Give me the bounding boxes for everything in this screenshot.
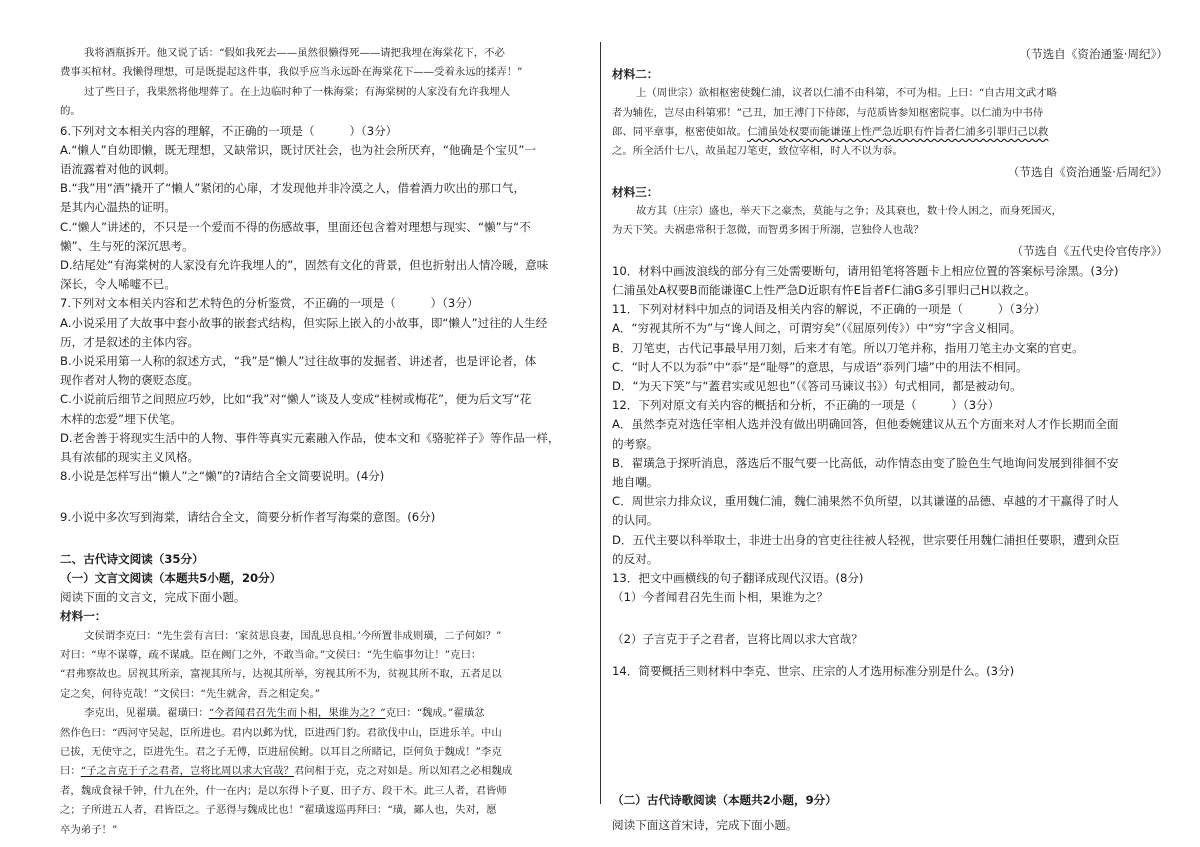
classical-line: 上（周世宗）欲相枢密使魏仁浦，议者以仁浦不由科第，不可为相。上曰：“自古用文武才略 [636,87,1057,100]
subsection-heading: （一）文言文阅读（本题共5小题，20分） [60,570,282,585]
classical-line [612,123,1168,142]
option-d-cont: 的反对。 [612,551,659,566]
classical-line: “君弗察故也。居视其所亲，富视其所与，达视其所举，穷视其所不为，贫视其所不取，五者足以 [60,668,502,681]
question-8: 8.小说是怎样写出“懒人”之“懒”的?请结合全文简要说明。(4分) [60,469,385,484]
material-1-text [60,627,588,840]
material-2-label: 材料二： [612,67,659,81]
option-b: B．刀笔吏，古代记事最早用刀刻，后来才有笔。所以刀笔并称，指用刀笔主办文案的官吏。 [612,340,1084,355]
underlined-sentence-1: “今者闻君召先生而卜相，果谁为之？” [208,707,386,720]
option-d: D．五代主要以科举取士，非进士出身的官吏往往被人轻视，世宗要任用魏仁浦担任要职，遭到众臣 [612,532,1120,547]
option-d-cont: 具有浓郁的现实主义风格。 [60,450,200,465]
classical-text: 李克出，见翟璜。翟璜曰： [84,707,209,720]
sentence-break-options: 仁浦虽处A权要B而能谦谨C上性严急D近职有忤E旨者F仁浦G多引罪归己H以救之。 [612,283,1037,298]
classical-line: 者为辅佐，岂尽由科第邪！”己丑，加王溥门下侍郎，与范质皆参知枢密院事。以仁浦为中书侍 [612,106,1044,119]
option-b-cont: 是其内心温热的证明。 [60,200,176,215]
source-note: （节选自《五代史伶官传序》） [1011,243,1168,258]
question-13-part-2: （2）子言克于子之君者，岂将比周以求大官哉？ [612,631,863,646]
source-note: （节选自《资治通鉴·周纪》） [1019,47,1168,61]
reading-instruction: 阅读下面的文言文，完成下面小题。 [60,590,246,605]
question-13: 13．把文中画横线的句子翻译成现代汉语。(8分) [612,571,864,586]
option-a: A．虽然李克对选任宰相人选并没有做出明确回答，但他委婉建议从五个方面来对人才作长期而全面 [612,417,1119,432]
option-d: D.结尾处“有海棠树的人家没有允许我埋人的”，固然有文化的背景，但也折射出人情冷暖，意味 [60,258,549,273]
option-d: D．“为天下笑”与“蓋君实或见恕也”（《答司马谏议书》）句式相同，都是被动句。 [612,379,1022,394]
option-b-cont: 地自嘲。 [612,475,659,490]
material-3-text [612,202,1168,241]
classical-line: 然作色曰：“西河守吴起，臣所进也。君内以邺为忧，臣进西门豹。君欲伐中山，臣进乐羊。中山 [60,726,502,739]
option-c: C.小说前后细节之间照应巧妙，比如“我”对“懒人”谈及人变成“桂树或梅花”，便为后文写“花 [60,392,532,407]
classical-line: 故方其（庄宗）盛也，举天下之豪杰，莫能与之争；及其衰也，数十伶人困之，而身死国灭， [636,205,1063,218]
passage-line: 费事买棺材。我懒得理想，可是既提起这件事，我似乎应当永远卧在海棠花下——受着永远的揉弄！” [60,66,523,79]
question-stem: 7.下列对文本相关内容和艺术特色的分析鉴赏，不正确的一项是（ ）（3分） [60,296,479,311]
classical-line: 已拔，无使守之，臣进先生。君之子无傅，臣进屈侯鲋。以耳目之所睹记，臣何负于魏成！”李克 [60,745,502,758]
option-b: B.小说采用第一人称的叙述方式，“我”是“懒人”过往故事的发掘者、讲述者，也是评论者，体 [60,354,537,369]
classical-text: 郎、同平章事，枢密使如故。 [612,126,748,139]
option-a: A.小说采用了大故事中套小故事的嵌套式结构，但实际上嵌入的小故事，即“懒人”过往的人生经 [60,315,548,330]
question-stem: 6.下列对文本相关内容的理解，不正确的一项是（ ）（3分） [60,123,398,138]
classical-text: 曰： [60,765,81,778]
classical-line [60,704,588,723]
classical-line: 之；子所进五人者，君皆臣之。子恶得与魏成比也！”翟璜逡巡再拜曰：“璜，鄙人也，失对，愿 [60,804,497,817]
material-3-label: 材料三： [612,184,659,199]
option-c-cont: 木样的恋爱”埋下伏笔。 [60,411,182,426]
option-b-cont: 现作者对人物的褒贬态度。 [60,373,200,388]
passage-line: 过了些日子，我果然将他埋葬了。在上边临时种了一株海棠；有海棠树的人家没有允许我埋人 [84,85,511,98]
passage-line: 的。 [60,105,81,118]
passage-line: 我将酒瓶拆开。他又说了话：“假如我死去——虽然很懒得死——请把我埋在海棠花下，不必 [84,47,505,59]
classical-text: 君问相于克，克之对如是。所以知君之必相魏成 [293,765,513,778]
material-2-text [612,84,1168,162]
option-a-cont: 历，才是叙述的主体内容。 [60,334,200,349]
reading-instruction: 阅读下面这首宋诗，完成下面小题。 [612,818,798,833]
classical-text: 克曰：“魏成。”翟璜忿 [385,707,485,720]
underlined-sentence-2: “子之言克于子之君者，岂将比周以求大官哉？ [80,765,294,778]
left-column [60,44,588,840]
classical-line: 对曰：“卑不谋尊，疏不谋戚。臣在阙门之外，不敢当命。”文侯曰：“先生临事勿让！”克曰： [60,648,482,661]
classical-line: 卒为弟子！” [60,823,118,836]
option-a: A.“懒人”自幼即懒，既无理想，又缺常识，既讨厌社会，也为社会所厌弃，“他确是个宝贝”一 [60,142,537,157]
classical-line: 定之矣，何待克哉！”文侯曰：“先生就舍，吾之相定矣。” [60,687,321,700]
option-a-cont: 的考察。 [612,436,659,451]
option-b: B.“我”用“酒”撬开了“懒人”紧闭的心扉，才发现他并非冷漠之人，借着酒力吹出的那口气， [60,181,526,196]
material-1-label: 材料一： [60,609,107,624]
question-stem: 10．材料中画波浪线的部分有三处需要断句，请用铅笔将答题卡上相应位置的答案标号涂黑。(3分) [612,263,1119,278]
question-13-part-1: （1）今者闻君召先生而卜相，果谁为之？ [612,590,829,605]
option-c: C.“懒人”讲述的，不只是一个爱而不得的伤感故事，里面还包含着对理想与现实、“懒”与“不 [60,219,531,234]
option-d: D.老舍善于将现实生活中的人物、事件等真实元素融入作品，使本文和《骆驼祥子》等作品一样， [60,430,560,445]
option-b: B．翟璜急于探听消息，落选后不服气要一比高低，动作情态由变了脸色生气地询问发展到徘徊不安 [612,455,1119,470]
passage-tail [60,44,588,122]
question-7 [60,294,588,467]
classical-line: 者，魏成食禄千钟，什九在外，什一在内；是以东得卜子夏、田子方、段干木。此三人者，君皆师 [60,784,507,797]
option-d-cont: 深长，令人唏嘘不已。 [60,277,176,292]
option-c: C．周世宗力排众议，重用魏仁浦，魏仁浦果然不负所望，以其谦谨的品德、卓越的才干赢得了时人 [612,494,1119,509]
option-a-cont: 语流露着对他的讽刺。 [60,162,176,177]
classical-line: 为天下笑。夫祸患常积于忽微，而智勇多困于所溺，岂独伶人也哉？ [612,224,924,237]
question-14: 14．简要概括三则材料中李克、世宗、庄宗的人才选用标准分别是什么。(3分) [612,663,1015,678]
subsection-heading: （二）古代诗歌阅读（本题共2小题，9分） [612,792,837,807]
classical-line: 之。所全活什七八，故虽起刀笔吏，致位宰相，时人不以为忝。 [612,145,903,158]
question-10 [612,262,1168,300]
option-a: A．“穷视其所不为”与“谗人间之，可谓穷矣”（《屈原列传》）中“穷”字含义相同。 [612,321,1022,336]
question-6 [60,122,588,295]
question-stem: 11．下列对材料中加点的词语及相关内容的解说，不正确的一项是（ ）（3分） [612,302,1046,317]
option-c-cont: 懒”、生与死的深沉思考。 [60,238,194,253]
classical-line [60,762,588,781]
question-stem: 12．下列对原文有关内容的概括和分析，不正确的一项是（ ）（3分） [612,398,1000,413]
option-c: C．“时人不以为忝”中“忝”是“耻辱”的意思，与成语“忝列门墙”中的用法不相同。 [612,359,1028,374]
question-11 [612,300,1168,396]
column-divider [600,42,601,804]
source-note: （节选自《资治通鉴·后周纪》） [1007,164,1168,179]
question-9: 9.小说中多次写到海棠，请结合全文，简要分析作者写海棠的意图。(6分) [60,510,436,525]
wavy-underlined-text: 仁浦虽处权要而能谦谨上性严急近职有忤旨者仁浦多引罪归己以救 [747,126,1049,139]
classical-line: 文侯谓李克曰：“先生尝有言曰：‘家贫思良妻，国乱思良相。’今所置非成则璜，二子何如？” [84,629,502,642]
option-c-cont: 的认同。 [612,513,659,528]
question-12 [612,396,1168,569]
section-heading: 二、古代诗文阅读（35分） [60,551,204,566]
right-column [612,44,1168,835]
